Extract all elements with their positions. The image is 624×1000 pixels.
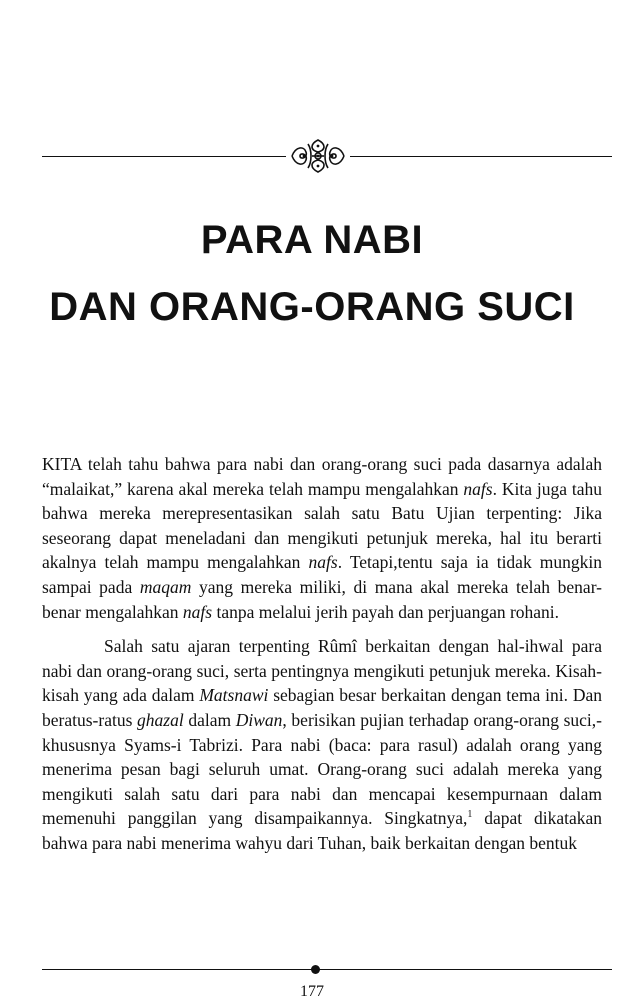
italic-term: nafs [308, 552, 338, 573]
floral-ornament-icon [286, 136, 350, 176]
italic-term: ghazal [137, 709, 184, 730]
italic-term: nafs [463, 478, 493, 499]
italic-term: Matsnawi [199, 685, 269, 706]
bottom-divider-rule [42, 969, 612, 970]
italic-term: maqam [139, 576, 192, 597]
chapter-title-line-1: PARA NABI [200, 218, 424, 262]
paragraph-2: Salah satu ajaran terpenting Rûmî berkaitan dengan hal-ihwal para nabi dan orang-orang suci, serta pentingnya mengikuti petunjuk mereka. Kisah-kisah yang ada dalam Matsnawi sebagian besar berkaitan dengan tema ini. Dan beratus-ratus ghazal dalam Diwan, berisikan pujian terhadap orang-orang suci,-khususnya Syams-i Tabrizi. Para nabi (baca: para rasul) adalah orang yang menerima pesan bagi seluruh umat. Orang-orang suci adalah mereka yang mengikuti salah satu dari para nabi dan mencapai kesempurnaan dalam memenuhi panggilan yang disampaikannya. Singkatnya,$^1$ dapat dikatakan bahwa para nabi menerima wahyu dari Tuhan, baik berkaitan dengan bentuk [42, 636, 602, 853]
italic-term: Diwan [235, 709, 283, 730]
page-number: 177 [300, 983, 324, 1000]
chapter-body [42, 452, 602, 856]
italic-term: nafs [182, 601, 213, 622]
dot-icon [311, 965, 320, 974]
paragraph-1: KITA telah tahu bahwa para nabi dan orang-orang suci pada dasarnya adalah “malaikat,” karena akal mereka telah mampu mengalahkan nafs. Kita juga tahu bahwa mereka merepresentasikan salah satu Batu Ujian terpenting: Jika seseorang dapat meneladani dan mengikuti petunjuk mereka, hal itu berarti akalnya telah mampu mengalahkan nafs. Tetapi,tentu saja ia tidak mungkin sampai pada maqam yang mereka miliki, di mana akal mereka telah benar-benar mengalahkan nafs tanpa melalui jerih payah dan perjuangan rohani. [42, 454, 602, 622]
footnote-marker[interactable]: 1 [467, 809, 473, 821]
chapter-title-line-2: DAN ORANG-ORANG SUCI [49, 285, 575, 329]
